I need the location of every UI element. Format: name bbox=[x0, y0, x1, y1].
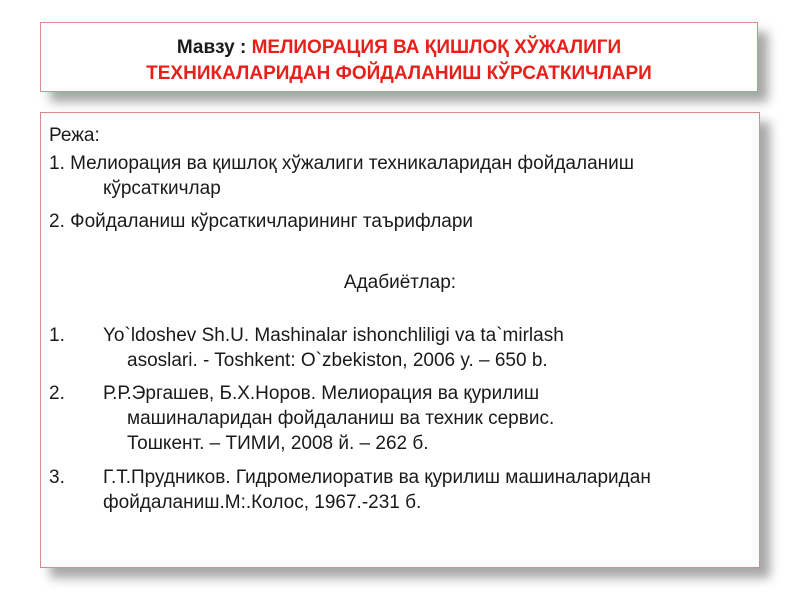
plan-item-2 bbox=[49, 209, 473, 234]
reference-line-1: Yo`ldoshev Sh.U. Mashinalar ishonchliligi va ta`mirlash bbox=[103, 325, 564, 346]
reference-number: 2. bbox=[49, 383, 65, 404]
title-topic-line-1: МЕЛИОРАЦИЯ ВА ҚИШЛОҚ ХЎЖАЛИГИ bbox=[251, 37, 622, 58]
slide-title-box bbox=[40, 22, 758, 92]
title-topic-line-2: ТЕХНИКАЛАРИДАН ФОЙДАЛАНИШ КЎРСАТКИЧЛАРИ bbox=[146, 63, 652, 84]
reference-line-3: Тошкент. – ТИМИ, 2008 й. – 262 б. bbox=[127, 433, 429, 454]
reference-line-1: Р.Р.Эргашев, Б.Х.Норов. Мелиорация ва қурилиш bbox=[103, 383, 540, 404]
plan-heading: Режа: bbox=[49, 125, 100, 146]
plan-item-1 bbox=[49, 151, 634, 201]
reference-text bbox=[103, 323, 753, 373]
plan-item-1-line-1: 1. Мелиорация ва қишлоқ хўжалиги техникаларидан фойдаланиш bbox=[49, 153, 634, 174]
title-prefix: Мавзу : bbox=[176, 37, 247, 58]
plan-item-1-line-2: кўрсаткичлар bbox=[103, 178, 221, 199]
reference-line-2: машиналаридан фойдаланиш ва техник сервис. bbox=[127, 408, 555, 429]
reference-line-2: asoslari. - Toshkent: O`zbekiston, 2006 y. – 650 b. bbox=[127, 350, 548, 371]
plan-item-2-line-1: 2. Фойдаланиш кўрсаткичларининг таърифлари bbox=[49, 211, 474, 232]
reference-number: 3. bbox=[49, 467, 65, 488]
reference-text bbox=[103, 381, 753, 456]
reference-line-2: фойдаланиш.М:.Колос, 1967.-231 б. bbox=[103, 492, 422, 513]
reference-text bbox=[103, 465, 753, 515]
title-line-1 bbox=[41, 35, 757, 61]
reference-number: 1. bbox=[49, 325, 65, 346]
content-box bbox=[40, 112, 760, 568]
reference-line-1: Г.Т.Прудников. Гидромелиоратив ва қурилиш машиналаридан bbox=[103, 467, 651, 488]
references-heading: Адабиётлар: bbox=[343, 272, 457, 293]
